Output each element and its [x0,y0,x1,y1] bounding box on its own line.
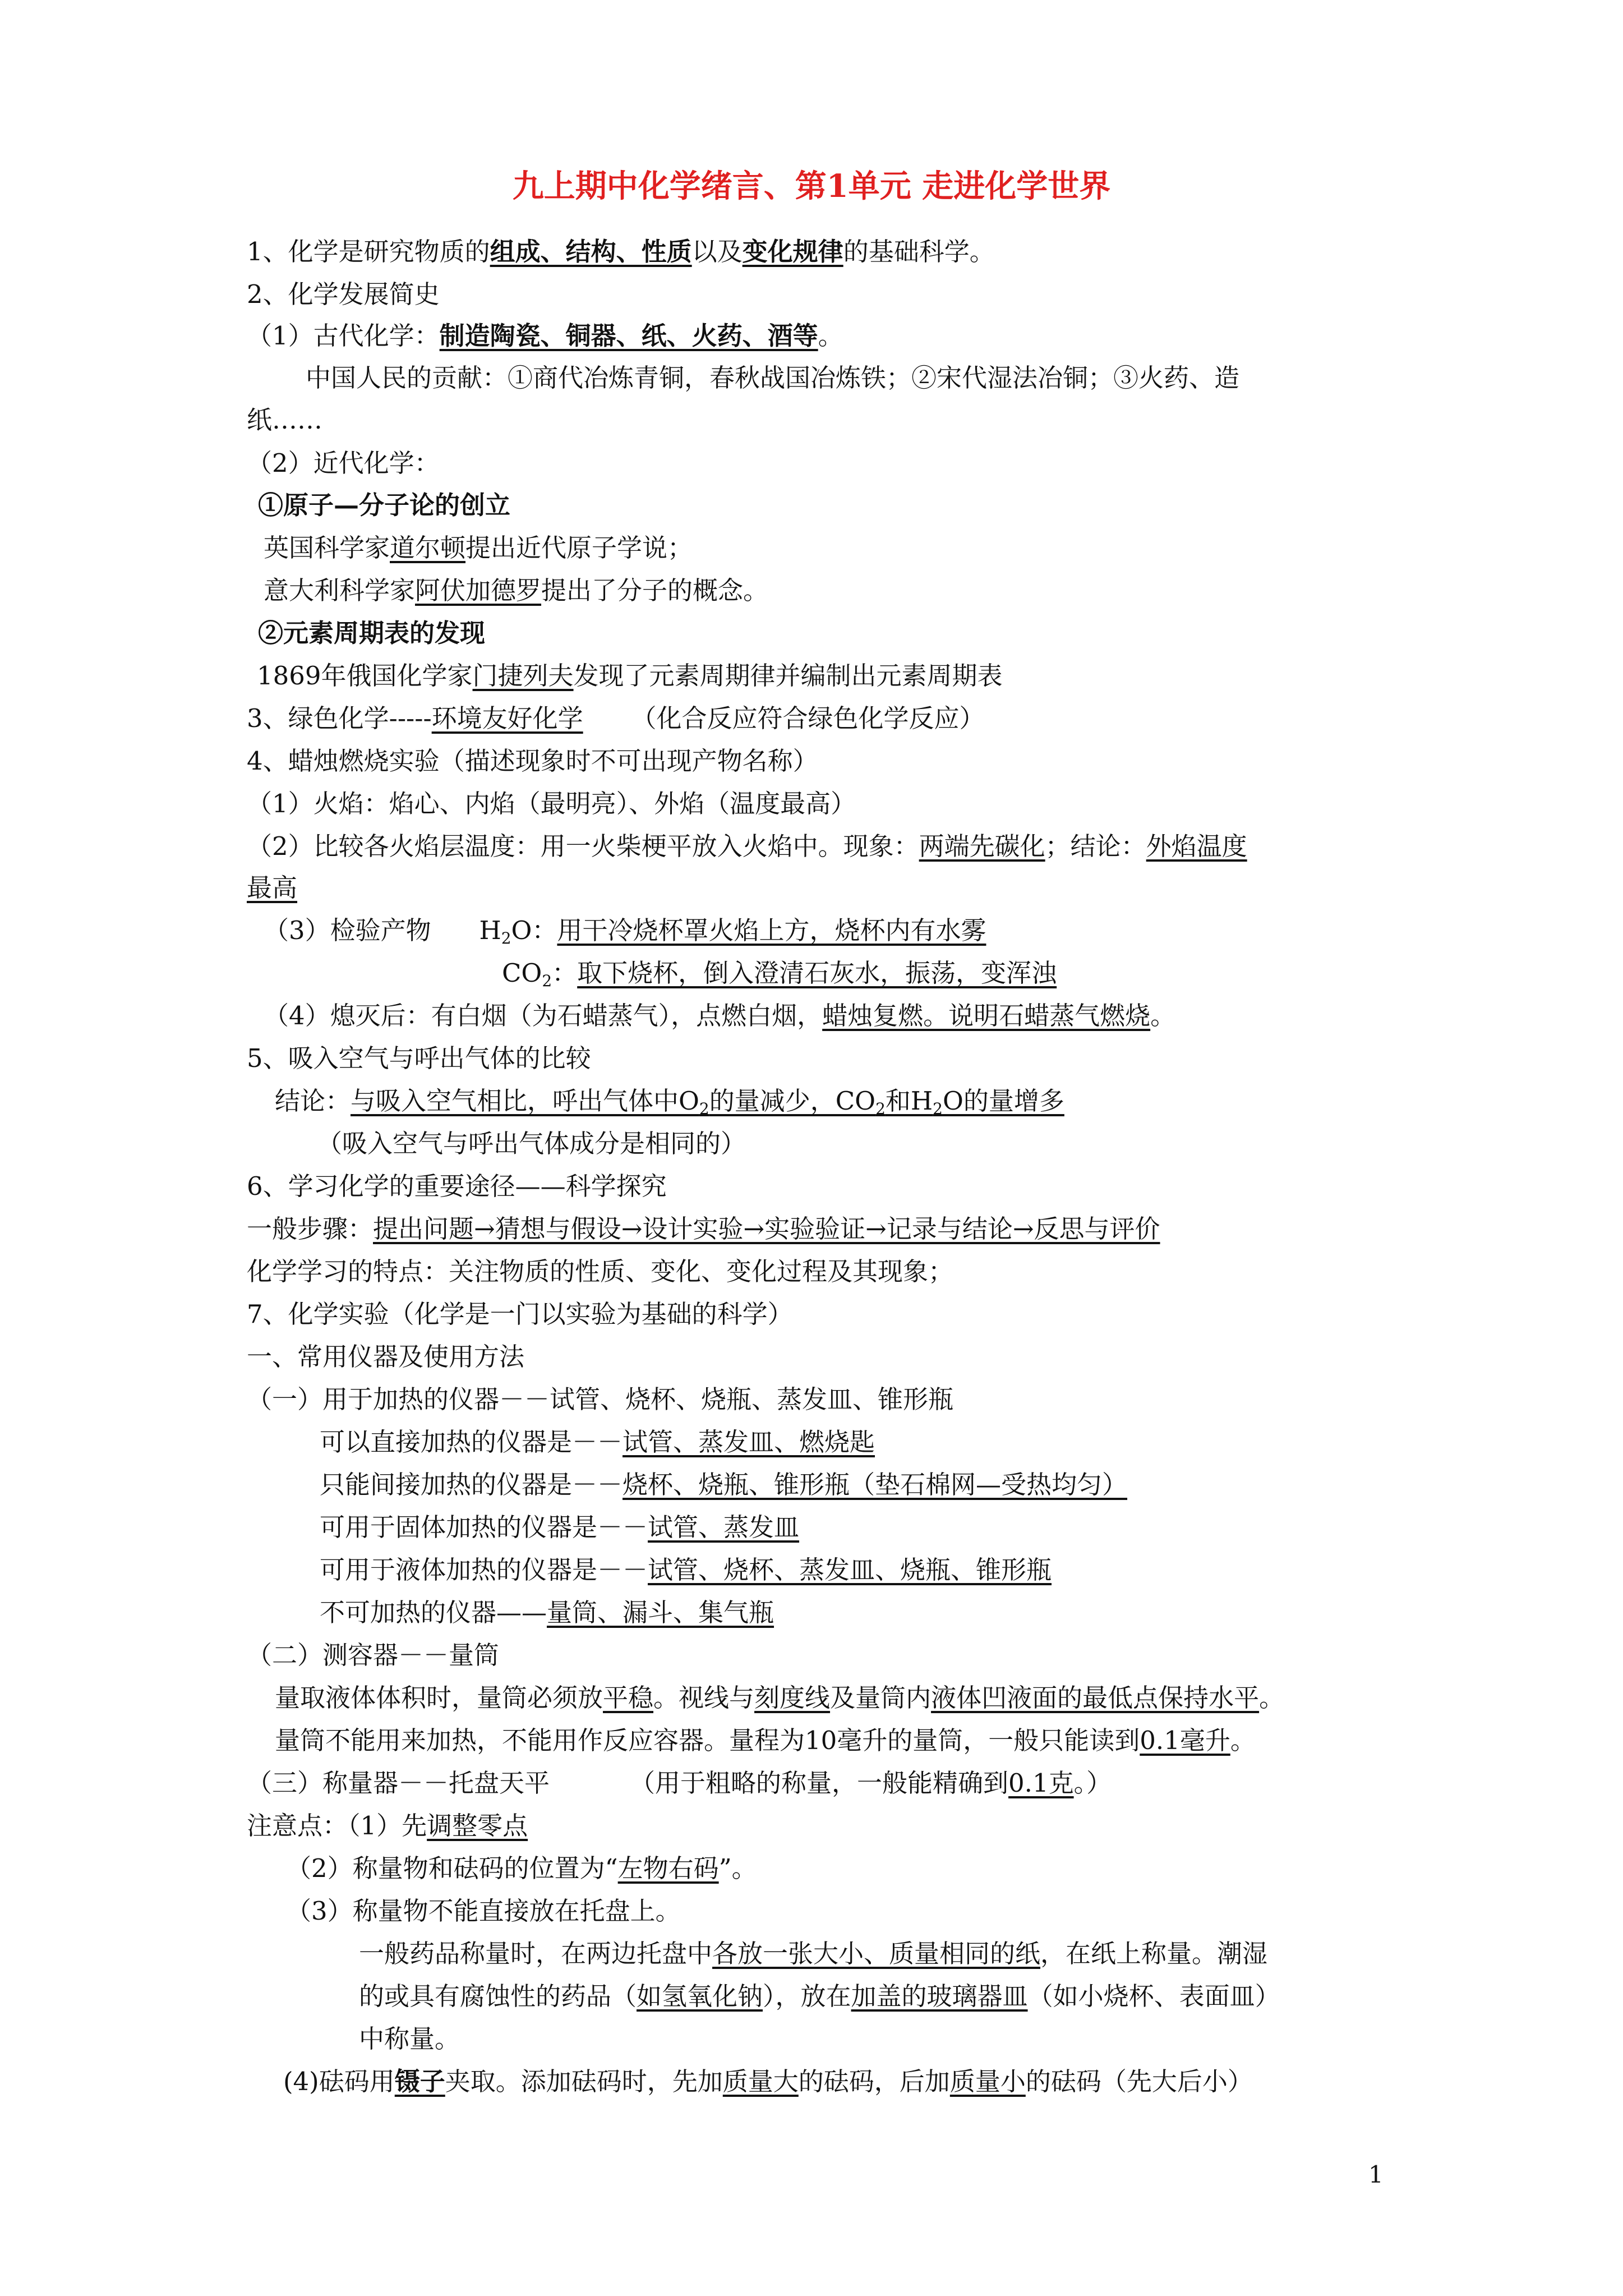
line-heating-instruments: （一）用于加热的仪器－－试管、烧杯、烧瓶、蒸发皿、锥形瓶 [247,1384,954,1414]
line-cylinder-reading: 量取液体体积时，量筒必须放平稳。视线与刻度线及量筒内液体凹液面的最低点保持水平。 [275,1683,1285,1713]
line-indirect-heating: 只能间接加热的仪器是－－烧杯、烧瓶、锥形瓶（垫石棉网—受热均匀） [320,1470,1128,1499]
line-notes-1: 注意点：（1）先调整零点 [247,1811,528,1841]
line-china-contribution-cont: 纸…… [247,405,323,435]
line-features: 化学学习的特点：关注物质的性质、变化、变化过程及其现象； [247,1257,954,1286]
line-compare-temp-cont: 最高 [247,873,298,903]
line-test-water: （3）检验产物 $H_2O$：用干冷烧杯罩火焰上方，烧杯内有水雾 [264,915,986,947]
line-history-heading: 2、化学发展简史 [247,279,440,309]
line-balance: （三）称量器－－托盘天平 （用于粗略的称量，一般能精确到0.1克。） [247,1768,1112,1798]
line-candle-heading: 4、蜡烛燃烧实验（描述现象时不可出现产物名称） [247,746,818,776]
line-periodic-table: ②元素周期表的发现 [258,618,486,648]
line-inquiry: 6、学习化学的重要途径——科学探究 [247,1171,667,1201]
line-compare-temp: （2）比较各火焰层温度：用一火柴梗平放入火焰中。现象：两端先碳化；结论：外焰温度 [247,831,1247,861]
line-china-contribution: 中国人民的贡献：①商代冶炼青铜，春秋战国冶炼铁；②宋代湿法冶铜；③火药、造 [306,363,1240,393]
document-title: 九上期中化学绪言、第1单元 走进化学世界 [512,168,1111,205]
line-cylinder-precision: 量筒不能用来加热，不能用作反应容器。量程为10毫升的量筒，一般只能读到0.1毫升。 [275,1726,1256,1755]
line-solid-heating: 可用于固体加热的仪器是－－试管、蒸发皿 [320,1512,800,1542]
page-number: 1 [1368,2161,1384,2188]
line-mendeleev: 1869年俄国化学家门捷列夫发现了元素周期律并编制出元素周期表 [257,661,1003,691]
line-green-chemistry: 3、绿色化学-----环境友好化学 （化合反应符合绿色化学反应） [247,703,985,733]
line-atom-molecule: ①原子—分子论的创立 [258,490,511,520]
line-direct-heating: 可以直接加热的仪器是－－试管、蒸发皿、燃烧匙 [320,1427,875,1457]
line-instruments-heading: 一、常用仪器及使用方法 [247,1342,525,1372]
line-air-compare: 5、吸入空气与呼出气体的比较 [247,1043,591,1073]
line-weighing-1: 一般药品称量时，在两边托盘中各放一张大小、质量相同的纸，在纸上称量。潮湿 [359,1939,1268,1968]
line-flame: （1）火焰：焰心、内焰（最明亮）、外焰（温度最高） [247,789,856,818]
line-weighing-2: 的或具有腐蚀性的药品（如氢氧化钠），放在加盖的玻璃器皿（如小烧杯、表面皿） [359,1981,1280,2011]
line-extinguish: （4）熄灭后：有白烟（为石蜡蒸气），点燃白烟，蜡烛复燃。说明石蜡蒸气燃烧。 [264,1001,1176,1030]
line-notes-3: （3）称量物不能直接放在托盘上。 [286,1896,681,1926]
line-dalton: 英国科学家道尔顿提出近代原子学说； [264,533,693,563]
line-test-co2: $CO_2$：取下烧杯，倒入澄清石灰水，振荡，变浑浊 [502,958,1057,990]
line-experiment: 7、化学实验（化学是一门以实验为基础的科学） [247,1299,793,1329]
line-weights: (4)砝码用镊子夹取。添加砝码时，先加质量大的砝码，后加质量小的砝码（先大后小） [283,2067,1253,2096]
line-modern: （2）近代化学： [247,448,440,478]
line-air-note: （吸入空气与呼出气体成分是相同的） [317,1129,746,1158]
line-ancient: （1）古代化学：制造陶瓷、铜器、纸、火药、酒等。 [247,321,843,351]
line-no-heating: 不可加热的仪器——量筒、漏斗、集气瓶 [320,1598,774,1627]
line-liquid-heating: 可用于液体加热的仪器是－－试管、烧杯、蒸发皿、烧瓶、锥形瓶 [320,1555,1052,1585]
line-cylinder: （二）测容器－－量筒 [247,1640,500,1670]
line-air-conclusion: 结论：与吸入空气相比，呼出气体中$O_2$的量减少，$CO_2$和$H_2O$的量增多 [275,1086,1064,1118]
line-avogadro: 意大利科学家阿伏加德罗提出了分子的概念。 [264,576,769,605]
line-notes-2: （2）称量物和砝码的位置为“左物右码”。 [286,1853,757,1883]
line-definition: 1、化学是研究物质的组成、结构、性质以及变化规律的基础科学。 [247,237,995,266]
line-steps: 一般步骤：提出问题→猜想与假设→设计实验→实验验证→记录与结论→反思与评价 [247,1214,1160,1244]
line-weighing-3: 中称量。 [359,2024,460,2054]
